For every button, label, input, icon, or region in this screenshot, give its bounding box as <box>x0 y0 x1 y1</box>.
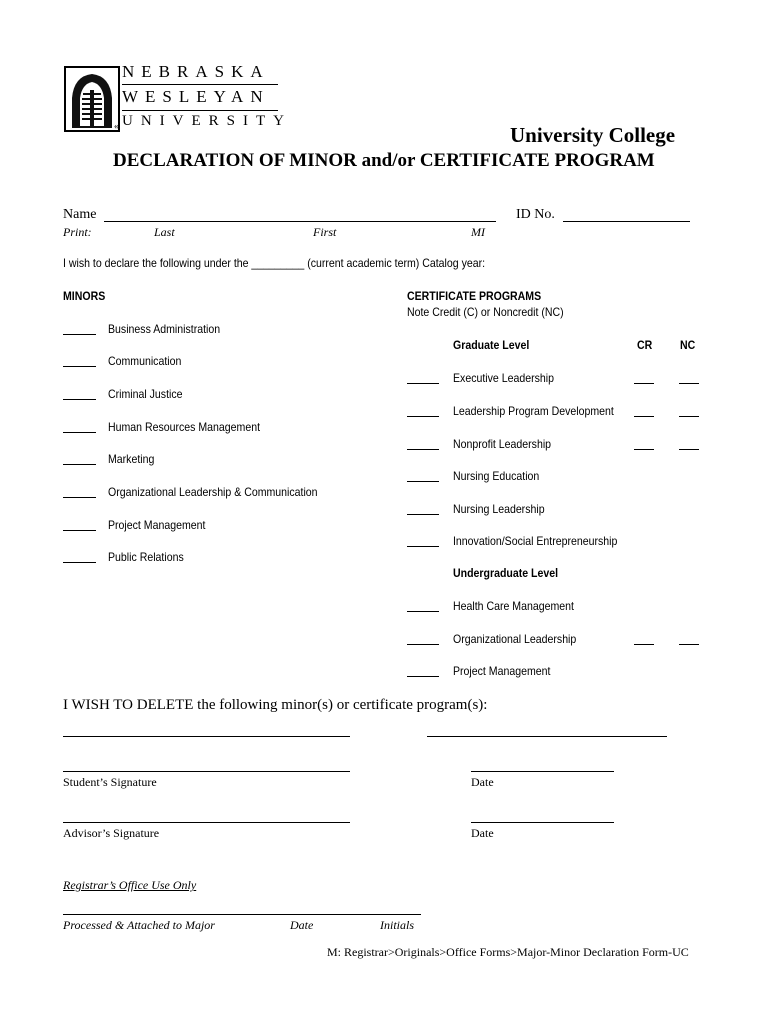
advisor-signature-label: Advisor’s Signature <box>63 826 160 840</box>
cr-blank[interactable] <box>634 383 654 384</box>
certificate-checkbox-blank[interactable] <box>407 611 439 612</box>
first-label: First <box>313 225 337 239</box>
nc-blank[interactable] <box>679 416 699 417</box>
processed-label: Processed & Attached to Major <box>63 918 215 932</box>
minor-label: Project Management <box>108 518 206 532</box>
certificate-label: Executive Leadership <box>453 371 554 385</box>
registrar-date-label: Date <box>290 918 314 932</box>
mi-label: MI <box>471 225 485 239</box>
certificate-checkbox-blank[interactable] <box>407 644 439 645</box>
minor-checkbox-blank[interactable] <box>63 432 96 433</box>
id-label: ID No. <box>516 207 555 222</box>
minor-checkbox-blank[interactable] <box>63 334 96 335</box>
certificate-label: Nursing Education <box>453 469 540 483</box>
minor-checkbox-blank[interactable] <box>63 464 96 465</box>
minors-heading: MINORS <box>63 289 106 303</box>
certificates-note: Note Credit (C) or Noncredit (NC) <box>407 305 564 319</box>
minor-label: Human Resources Management <box>108 420 261 434</box>
minor-checkbox-blank[interactable] <box>63 366 96 367</box>
university-logo-helmet <box>64 66 120 132</box>
certificate-label: Health Care Management <box>453 599 574 613</box>
minor-label: Marketing <box>108 452 155 466</box>
minor-checkbox-blank[interactable] <box>63 399 96 400</box>
minor-label: Business Administration <box>108 322 221 336</box>
delete-field-2[interactable] <box>427 736 667 737</box>
certificate-checkbox-blank[interactable] <box>407 676 439 677</box>
minor-checkbox-blank[interactable] <box>63 562 96 563</box>
last-label: Last <box>154 225 175 239</box>
certificate-checkbox-blank[interactable] <box>407 546 439 547</box>
initials-label: Initials <box>380 918 415 932</box>
logo-text-nebraska: NEBRASKA <box>122 62 270 81</box>
logo-text-wesleyan: WESLEYAN <box>122 87 270 106</box>
student-signature-label: Student’s Signature <box>63 775 157 789</box>
undergraduate-level-heading: Undergraduate Level <box>453 566 559 580</box>
certificate-label: Leadership Program Development <box>453 404 614 418</box>
certificate-checkbox-blank[interactable] <box>407 383 439 384</box>
name-field[interactable] <box>104 221 496 222</box>
nc-blank[interactable] <box>679 644 699 645</box>
certificate-checkbox-blank[interactable] <box>407 449 439 450</box>
logo-divider-2 <box>122 110 278 111</box>
declare-text: I wish to declare the following under the _________ (current academic term) Catalog year: <box>63 256 486 270</box>
logo-mark: « <box>114 121 119 131</box>
registrar-heading: Registrar’s Office Use Only <box>63 878 197 892</box>
logo-text-university: UNIVERSITY <box>122 113 292 129</box>
certificate-checkbox-blank[interactable] <box>407 481 439 482</box>
certificates-heading: CERTIFICATE PROGRAMS <box>407 289 542 303</box>
certificate-label: Organizational Leadership <box>453 632 577 646</box>
advisor-date-field[interactable] <box>471 822 614 823</box>
minor-label: Public Relations <box>108 550 184 564</box>
college-name: University College <box>510 123 676 147</box>
cr-blank[interactable] <box>634 644 654 645</box>
advisor-date-label: Date <box>471 826 494 840</box>
footer-path: M: Registrar>Originals>Office Forms>Major-Minor Declaration Form-UC <box>327 945 689 959</box>
delete-field-1[interactable] <box>63 736 350 737</box>
student-signature-field[interactable] <box>63 771 350 772</box>
minor-label: Organizational Leadership & Communication <box>108 485 318 499</box>
student-date-field[interactable] <box>471 771 614 772</box>
print-label: Print: <box>63 225 92 239</box>
cr-blank[interactable] <box>634 416 654 417</box>
delete-text: I WISH TO DELETE the following minor(s) or certificate program(s): <box>63 697 488 713</box>
graduate-level-heading: Graduate Level <box>453 338 530 352</box>
minor-checkbox-blank[interactable] <box>63 530 96 531</box>
certificate-label: Nursing Leadership <box>453 502 545 516</box>
form-title: DECLARATION OF MINOR and/or CERTIFICATE PROGRAM <box>113 150 655 171</box>
name-label: Name <box>63 207 97 222</box>
cr-column-heading: CR <box>637 338 653 352</box>
certificate-label: Nonprofit Leadership <box>453 437 552 451</box>
certificate-checkbox-blank[interactable] <box>407 514 439 515</box>
minor-checkbox-blank[interactable] <box>63 497 96 498</box>
certificate-label: Project Management <box>453 664 551 678</box>
certificate-checkbox-blank[interactable] <box>407 416 439 417</box>
minor-label: Communication <box>108 354 182 368</box>
cr-blank[interactable] <box>634 449 654 450</box>
minor-label: Criminal Justice <box>108 387 183 401</box>
student-date-label: Date <box>471 775 494 789</box>
registrar-field[interactable] <box>63 914 421 915</box>
advisor-signature-field[interactable] <box>63 822 350 823</box>
nc-column-heading: NC <box>680 338 696 352</box>
certificate-label: Innovation/Social Entrepreneurship <box>453 534 618 548</box>
nc-blank[interactable] <box>679 449 699 450</box>
nc-blank[interactable] <box>679 383 699 384</box>
id-field[interactable] <box>563 221 690 222</box>
logo-divider <box>122 84 278 85</box>
